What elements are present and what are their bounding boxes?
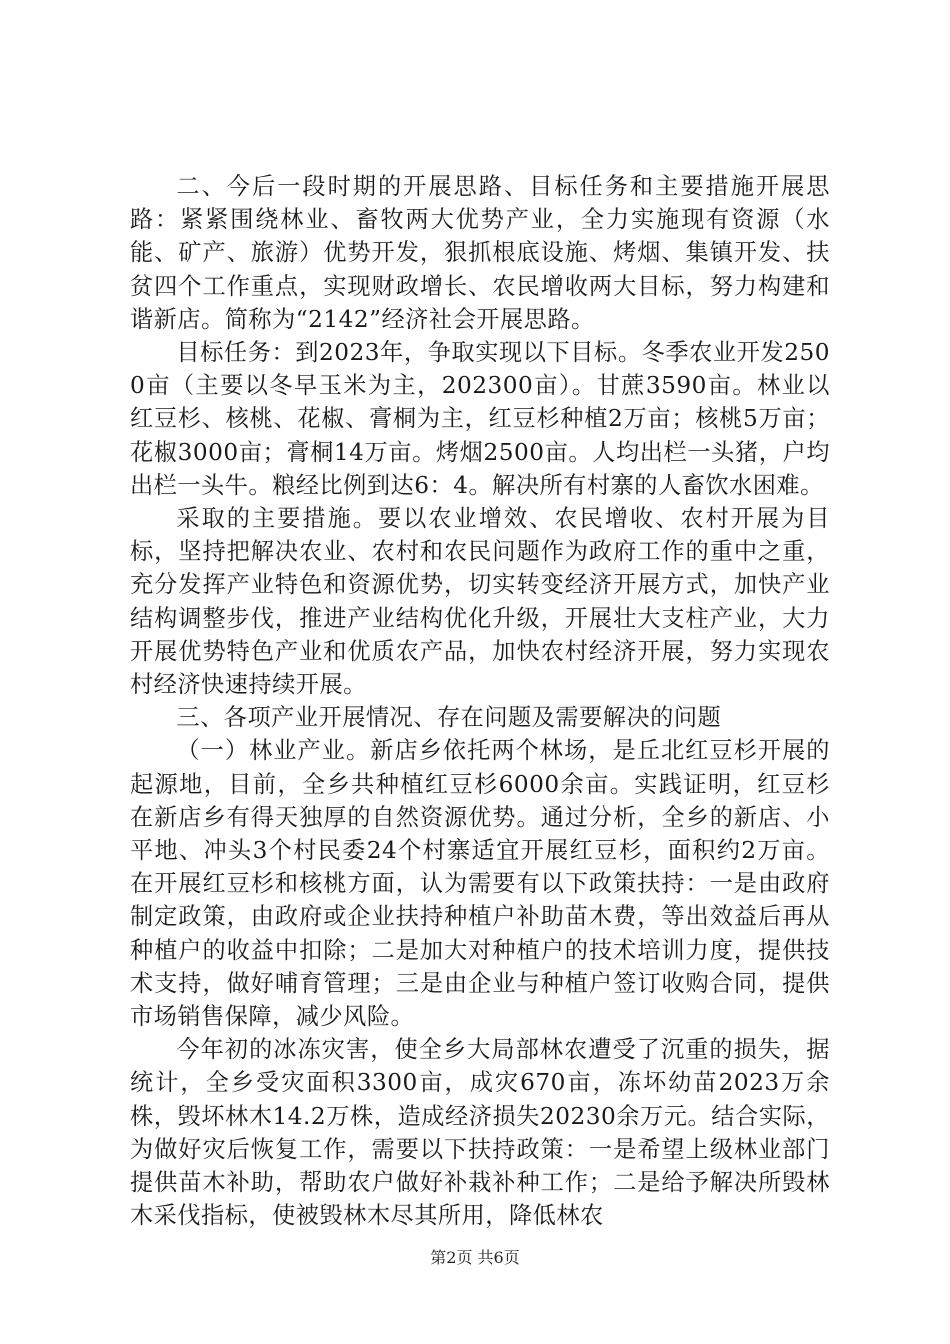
paragraph-targets: 目标任务：到2023年，争取实现以下目标。冬季农业开发2500亩（主要以冬早玉米为主，202300亩）。甘蔗3590亩。林业以红豆杉、核桃、花椒、膏桐为主，红豆杉种植2万亩；核桃5万亩；花椒3000亩；膏桐14万亩。烤烟2500亩。人均出栏一头猪，户均出栏一头牛。粮经比例到达6：4。解决所有村寨的人畜饮水困难。 xyxy=(130,339,830,499)
paragraph-development-ideas: 二、今后一段时期的开展思路、目标任务和主要措施开展思路：紧紧围绕林业、畜牧两大优势产业，全力实施现有资源（水能、矿产、旅游）优势开发，狠抓根底设施、烤烟、集镇开发、扶贫四个工作重点，实现财政增长、农民增收两大目标，努力构建和谐新店。简称为“2142”经济社会开展思路。 xyxy=(130,173,830,333)
document-body xyxy=(130,170,830,1233)
paragraph-measures: 采取的主要措施。要以农业增效、农民增收、农村开展为目标，坚持把解决农业、农村和农民问题作为政府工作的重中之重，充分发挥产业特色和资源优势，切实转变经济开展方式，加快产业结构调整步伐，推进产业结构优化升级，开展壮大支柱产业，大力开展优势特色产业和优质农产品，加快农村经济开展，努力实现农村经济快速持续开展。 xyxy=(130,505,830,699)
paragraph-frost-disaster: 今年初的冰冻灾害，使全乡大局部林农遭受了沉重的损失，据统计，全乡受灾面积3300亩，成灾670亩，冻坏幼苗2023万余株，毁坏林木14.2万株，造成经济损失20230余万元。结合实际，为做好灾后恢复工作，需要以下扶持政策：一是希望上级林业部门提供苗木补助，帮助农户做好补栽补种工作；二是给予解决所毁林木采伐指标，使被毁林木尽其所用，降低林农 xyxy=(130,1036,830,1230)
section-heading-industries: 三、各项产业开展情况、存在问题及需要解决的问题 xyxy=(176,704,722,732)
page-number: 第2页 共6页 xyxy=(430,1248,520,1267)
paragraph-forestry: （一）林业产业。新店乡依托两个林场，是丘北红豆杉开展的起源地，目前，全乡共种植红豆杉6000余亩。实践证明，红豆杉在新店乡有得天独厚的自然资源优势。通过分析，全乡的新店、小平地、冲头3个村民委24个村寨适宜开展红豆杉，面积约2万亩。在开展红豆杉和核桃方面，认为需要有以下政策扶持：一是由政府制定政策，由政府或企业扶持种植户补助苗木费，等出效益后再从种植户的收益中扣除；二是加大对种植户的技术培训力度，提供技术支持，做好哺育管理；三是由企业与种植户签订收购合同，提供市场销售保障，减少风险。 xyxy=(130,737,830,1031)
